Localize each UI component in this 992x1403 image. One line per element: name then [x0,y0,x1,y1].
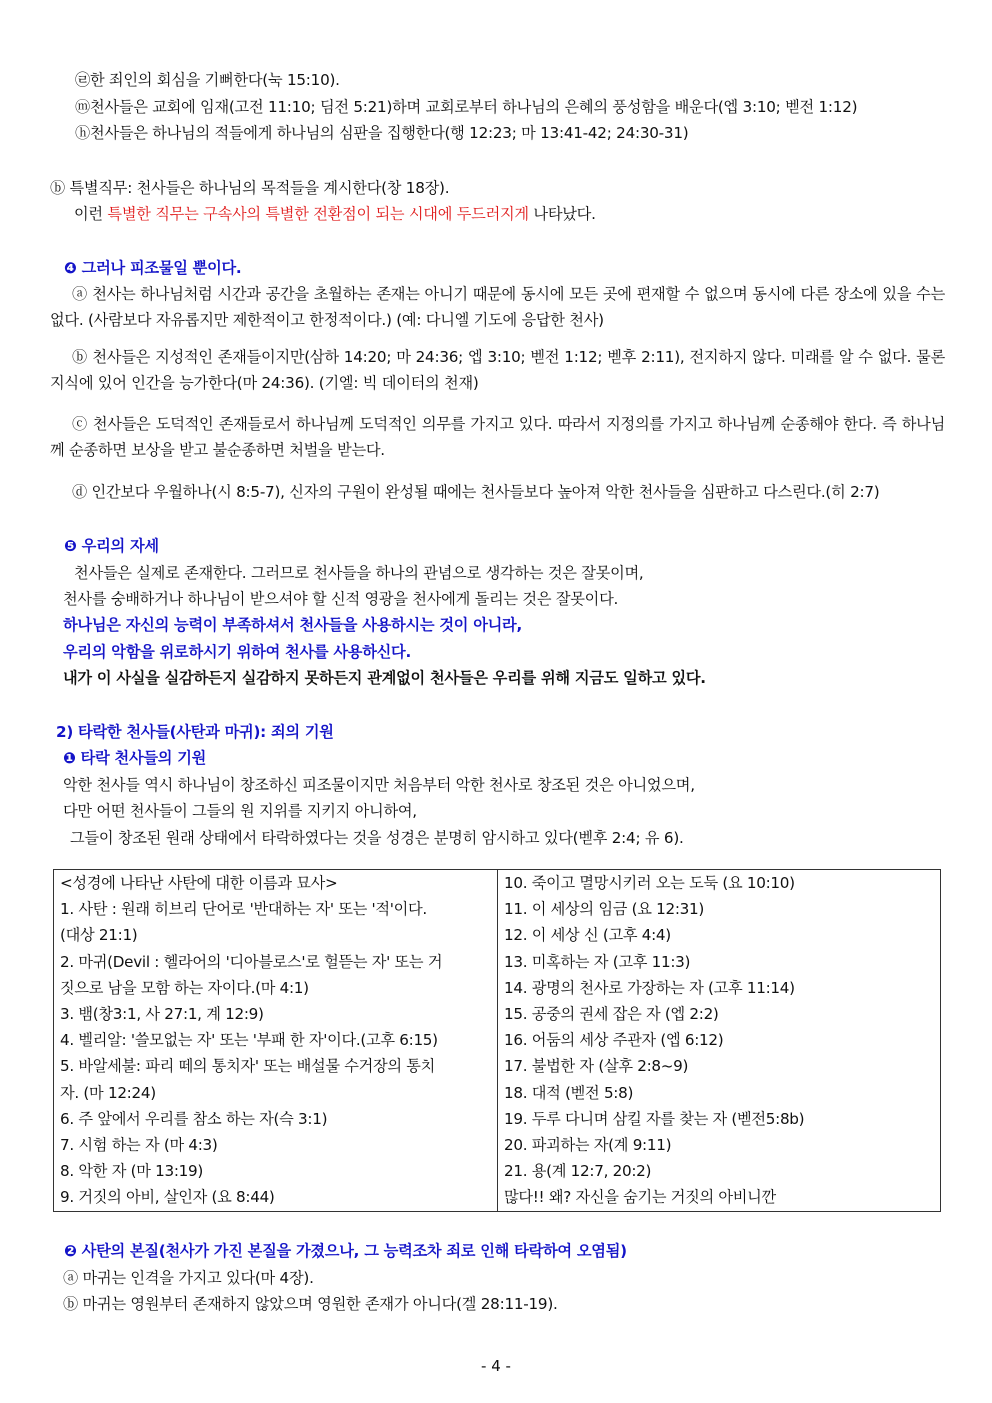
text-line: 다만 어떤 천사들이 그들의 원 지위를 지키지 아니하여, [63,802,417,820]
table-line: 10. 죽이고 멸망시키러 오는 도둑 (요 10:10) [504,874,795,892]
table-row [54,870,941,1212]
table-line: 2. 마귀(Devil : 헬라어의 '디아블로스'로 헐뜯는 자' 또는 거 [60,952,443,971]
text-line: 천사를 숭배하거나 하나님이 받으셔야 할 신적 영광을 천사에게 돌리는 것은 잘못이다. [63,590,619,608]
red-emphasis: 특별한 직무는 구속사의 특별한 전환점이 되는 시대에 두드러지게 [107,205,529,223]
table-line: (대상 21:1) [60,926,138,945]
table-line: <성경에 나타난 사탄에 대한 이름과 묘사> [60,874,338,892]
subsection-heading: ❶ 타락 천사들의 기원 [63,749,207,767]
blue-emphasis-line: 우리의 악함을 위로하시기 위하여 천사를 사용하신다. [63,643,411,661]
table-line: 짓으로 남을 모함 하는 자이다.(마 4:1) [60,978,309,997]
blue-emphasis-line: 하나님은 자신의 능력이 부족하셔서 천사들을 사용하시는 것이 아니라, [63,616,522,634]
table-line: 3. 뱀(창3:1, 사 27:1, 계 12:9) [60,1005,264,1024]
section-heading: ❺ 우리의 자세 [64,537,159,555]
satan-names-table [53,869,941,1212]
table-cell-right [498,870,941,1212]
special-duty-line: ⓑ 특별직무: 천사들은 하나님의 목적들을 계시한다(창 18장). [50,179,450,197]
page-number: - 4 - [481,1357,511,1375]
table-line: 5. 바알세불: 파리 떼의 통치자' 또는 배설물 수거장의 통치 [60,1057,435,1076]
special-duty-note [74,201,969,227]
table-line: 6. 주 앞에서 우리를 참소 하는 자(슥 3:1) [60,1109,328,1128]
table-line: 15. 공중의 권세 잡은 자 (엡 2:2) [504,1005,719,1024]
list-item: ⓗ천사들은 하나님의 적들에게 하나님의 심판을 집행한다(행 12:23; 마 13:41-42; 24:30-31) [75,124,689,142]
list-item: ㉣한 죄인의 회심을 기뻐한다(눅 15:10). [75,71,340,89]
table-line: 14. 광명의 천사로 가장하는 자 (고후 11:14) [504,978,795,997]
section-heading: ❹ 그러나 피조물일 뿐이다. [64,259,242,277]
text-line: ⓐ 마귀는 인격을 가지고 있다(마 4장). [63,1269,314,1287]
paragraph: ⓑ 천사들은 지성적인 존재들이지만(삼하 14:20; 마 24:36; 엡 3:10; 벧전 1:12; 벧후 2:11), 전지하지 않다. 미래를 알 수 없다. 물론 지식에 있어 인간을 능가한다(마 24:36). (기엘: 빅 데이터의 천재) [50,348,945,392]
table-line: 19. 두루 다니며 삼킬 자를 찾는 자 (벧전5:8b) [504,1109,805,1128]
section-heading: ❷ 사탄의 본질(천사가 가진 본질을 가졌으나, 그 능력조차 죄로 인해 타락하여 오염됨) [64,1242,627,1260]
table-line: 7. 시험 하는 자 (마 4:3) [60,1136,218,1155]
table-line: 8. 악한 자 (마 13:19) [60,1162,204,1181]
table-line: 13. 미혹하는 자 (고후 11:3) [504,952,691,971]
text-line: 악한 천사들 역시 하나님이 창조하신 피조물이지만 처음부터 악한 천사로 창조된 것은 아니었으며, [63,776,695,794]
table-line: 18. 대적 (벧전 5:8) [504,1083,634,1102]
list-item: ⓜ천사들은 교회에 임재(고전 11:10; 딤전 5:21)하며 교회로부터 하나님의 은혜의 풍성함을 배운다(엡 3:10; 벧전 1:12) [75,98,858,116]
paragraph: ⓒ 천사들은 도덕적인 존재들로서 하나님께 도덕적인 의무를 가지고 있다. 따라서 지정의를 가지고 하나님께 순종해야 한다. 즉 하나님께 순종하면 보상을 받고 불순종하면 처벌을 받는다. [50,415,945,459]
part-heading: 2) 타락한 천사들(사탄과 마귀): 죄의 기원 [56,723,334,741]
paragraph: ⓐ 천사는 하나님처럼 시간과 공간을 초월하는 존재는 아니기 때문에 동시에 모든 곳에 편재할 수 없으며 동시에 다른 장소에 있을 수는 없다. (사람보다 자유롭지만 제한적이고 한정적이다.) (예: 다니엘 기도에 응답한 천사) [50,285,945,329]
table-line: 11. 이 세상의 임금 (요 12:31) [504,900,705,919]
note-suffix: 나타났다. [528,205,596,223]
table-line: 21. 용(계 12:7, 20:2) [504,1162,652,1181]
table-line: 20. 파괴하는 자(계 9:11) [504,1136,672,1155]
table-line: 많다!! 왜? 자신을 숨기는 거짓의 아비니깐 [504,1188,776,1207]
text-line: 천사들은 실제로 존재한다. 그러므로 천사들을 하나의 관념으로 생각하는 것은 잘못이며, [74,564,644,582]
paragraph: ⓓ 인간보다 우월하나(시 8:5-7), 신자의 구원이 완성될 때에는 천사들보다 높아져 악한 천사들을 심판하고 다스린다.(히 2:7) [72,483,880,501]
table-line: 자. (마 12:24) [60,1083,156,1102]
table-line: 4. 벨리알: '쓸모없는 자' 또는 '부패 한 자'이다.(고후 6:15) [60,1031,438,1050]
table-line: 17. 불법한 자 (살후 2:8~9) [504,1057,689,1076]
note-prefix: 이런 [74,205,108,223]
text-line: ⓑ 마귀는 영원부터 존재하지 않았으며 영원한 존재가 아니다(겔 28:11-19). [63,1295,558,1313]
table-line: 9. 거짓의 아비, 살인자 (요 8:44) [60,1188,275,1207]
bold-line: 내가 이 사실을 실감하든지 실감하지 못하든지 관계없이 천사들은 우리를 위해 지금도 일하고 있다. [63,669,706,687]
table-line: 1. 사탄 : 원래 히브리 단어로 '반대하는 자' 또는 '적'이다. [60,900,427,919]
table-line: 12. 이 세상 신 (고후 4:4) [504,926,671,945]
text-line: 그들이 창조된 원래 상태에서 타락하였다는 것을 성경은 분명히 암시하고 있다(벧후 2:4; 유 6). [70,829,684,847]
table-cell-left [54,870,498,1212]
table-line: 16. 어둠의 세상 주관자 (엡 6:12) [504,1031,724,1050]
